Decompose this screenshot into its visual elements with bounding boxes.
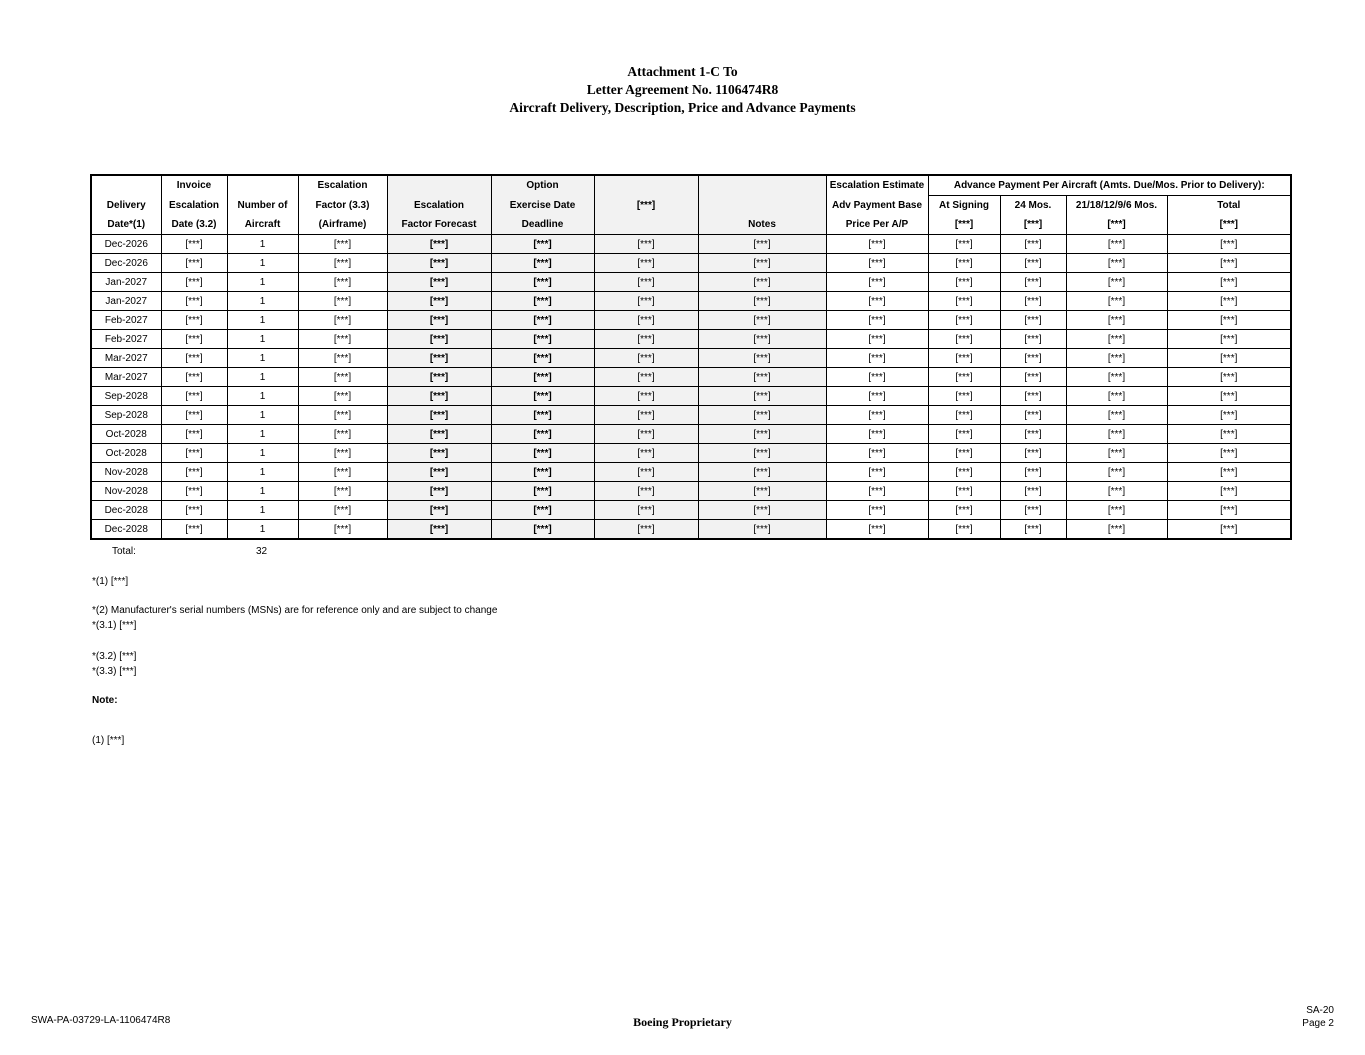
aircraft-count-cell: 1 [227,254,298,273]
table-row [91,368,1291,387]
24-mos-cell: [***] [1000,368,1066,387]
title-line-1: Attachment 1-C To [627,64,738,79]
redacted-cell: [***] [594,387,698,406]
table-row [91,292,1291,311]
estimate-cell: [***] [826,482,928,501]
footnote-3-1: *(3.1) [***] [92,620,137,631]
hdr-advance-payment-group: Advance Payment Per Aircraft (Amts. Due/Mos. Prior to Delivery): [928,175,1291,196]
footer-proprietary: Boeing Proprietary [633,1015,732,1029]
option-deadline-cell: [***] [491,368,594,387]
esc-forecast-cell: [***] [387,387,491,406]
hdr-notes-2 [698,196,826,216]
invoice-date-cell: [***] [161,368,227,387]
hdr-24-mos-1: 24 Mos. [1000,196,1066,216]
notes-cell: [***] [698,235,826,254]
24-mos-cell: [***] [1000,387,1066,406]
aircraft-count-cell: 1 [227,368,298,387]
table-row [91,463,1291,482]
aircraft-count-cell: 1 [227,463,298,482]
at-signing-cell: [***] [928,501,1000,520]
esc-forecast-cell: [***] [387,425,491,444]
esc-factor-cell: [***] [298,330,387,349]
option-deadline-cell: [***] [491,235,594,254]
hdr-delivery-3: Date*(1) [91,215,161,235]
option-deadline-cell: [***] [491,501,594,520]
delivery-date-cell: Dec-2026 [91,254,161,273]
notes-cell: [***] [698,349,826,368]
21-mos-cell: [***] [1066,235,1167,254]
esc-forecast-cell: [***] [387,292,491,311]
estimate-cell: [***] [826,406,928,425]
at-signing-cell: [***] [928,520,1000,540]
esc-forecast-cell: [***] [387,501,491,520]
24-mos-cell: [***] [1000,520,1066,540]
esc-factor-cell: [***] [298,520,387,540]
hdr-esc-forecast-3: Factor Forecast [387,215,491,235]
hdr-esc-factor-3: (Airframe) [298,215,387,235]
title-line-3: Aircraft Delivery, Description, Price and Advance Payments [509,100,856,115]
invoice-date-cell: [***] [161,482,227,501]
notes-cell: [***] [698,311,826,330]
24-mos-cell: [***] [1000,254,1066,273]
aircraft-count-cell: 1 [227,387,298,406]
table-row [91,387,1291,406]
total-cell: [***] [1167,235,1291,254]
total-cell: [***] [1167,254,1291,273]
hdr-21-mos-1: 21/18/12/9/6 Mos. [1066,196,1167,216]
table-row [91,254,1291,273]
redacted-cell: [***] [594,444,698,463]
esc-factor-cell: [***] [298,501,387,520]
estimate-cell: [***] [826,501,928,520]
at-signing-cell: [***] [928,444,1000,463]
total-cell: [***] [1167,501,1291,520]
total-cell: [***] [1167,273,1291,292]
hdr-redacted-3 [594,215,698,235]
esc-factor-cell: [***] [298,311,387,330]
esc-forecast-cell: [***] [387,235,491,254]
delivery-date-cell: Sep-2028 [91,406,161,425]
21-mos-cell: [***] [1066,311,1167,330]
21-mos-cell: [***] [1066,254,1167,273]
24-mos-cell: [***] [1000,425,1066,444]
hdr-esc-factor-2: Factor (3.3) [298,196,387,216]
hdr-option-3: Deadline [491,215,594,235]
esc-forecast-cell: [***] [387,444,491,463]
notes-cell: [***] [698,387,826,406]
delivery-table [90,174,1292,540]
at-signing-cell: [***] [928,387,1000,406]
21-mos-cell: [***] [1066,501,1167,520]
24-mos-cell: [***] [1000,406,1066,425]
at-signing-cell: [***] [928,292,1000,311]
estimate-cell: [***] [826,425,928,444]
option-deadline-cell: [***] [491,406,594,425]
footer-sa-number: SA-20 [1306,1005,1334,1016]
redacted-cell: [***] [594,501,698,520]
option-deadline-cell: [***] [491,273,594,292]
aircraft-count-cell: 1 [227,273,298,292]
redacted-cell: [***] [594,406,698,425]
delivery-date-cell: Dec-2028 [91,501,161,520]
aircraft-count-cell: 1 [227,482,298,501]
at-signing-cell: [***] [928,425,1000,444]
footnote-1: *(1) [***] [92,576,129,587]
hdr-at-signing-2: [***] [928,215,1000,235]
redacted-cell: [***] [594,273,698,292]
total-cell: [***] [1167,368,1291,387]
aircraft-count-cell: 1 [227,330,298,349]
delivery-date-cell: Sep-2028 [91,387,161,406]
aircraft-count-cell: 1 [227,311,298,330]
delivery-date-cell: Mar-2027 [91,349,161,368]
24-mos-cell: [***] [1000,330,1066,349]
note-label: Note: [92,695,118,706]
estimate-cell: [***] [826,349,928,368]
total-cell: [***] [1167,292,1291,311]
option-deadline-cell: [***] [491,482,594,501]
aircraft-count-cell: 1 [227,406,298,425]
hdr-total-1: Total [1167,196,1291,216]
aircraft-count-cell: 1 [227,425,298,444]
21-mos-cell: [***] [1066,463,1167,482]
hdr-at-signing-1: At Signing [928,196,1000,216]
total-cell: [***] [1167,482,1291,501]
invoice-date-cell: [***] [161,235,227,254]
at-signing-cell: [***] [928,368,1000,387]
delivery-date-cell: Nov-2028 [91,463,161,482]
21-mos-cell: [***] [1066,368,1167,387]
delivery-date-cell: Jan-2027 [91,273,161,292]
table-row [91,406,1291,425]
invoice-date-cell: [***] [161,406,227,425]
total-label: Total: [112,546,136,557]
table-row [91,349,1291,368]
invoice-date-cell: [***] [161,501,227,520]
at-signing-cell: [***] [928,311,1000,330]
redacted-cell: [***] [594,235,698,254]
option-deadline-cell: [***] [491,349,594,368]
invoice-date-cell: [***] [161,311,227,330]
esc-forecast-cell: [***] [387,482,491,501]
invoice-date-cell: [***] [161,349,227,368]
notes-cell: [***] [698,463,826,482]
21-mos-cell: [***] [1066,387,1167,406]
delivery-date-cell: Oct-2028 [91,425,161,444]
21-mos-cell: [***] [1066,425,1167,444]
21-mos-cell: [***] [1066,444,1167,463]
total-cell: [***] [1167,425,1291,444]
hdr-estimate-3: Price Per A/P [826,215,928,235]
hdr-notes-3: Notes [698,215,826,235]
hdr-esc-factor-1: Escalation [298,175,387,196]
invoice-date-cell: [***] [161,292,227,311]
estimate-cell: [***] [826,254,928,273]
redacted-cell: [***] [594,463,698,482]
redacted-cell: [***] [594,425,698,444]
total-cell: [***] [1167,444,1291,463]
estimate-cell: [***] [826,520,928,540]
at-signing-cell: [***] [928,463,1000,482]
hdr-estimate-2: Adv Payment Base [826,196,928,216]
delivery-date-cell: Mar-2027 [91,368,161,387]
notes-cell: [***] [698,444,826,463]
table-row [91,330,1291,349]
esc-forecast-cell: [***] [387,330,491,349]
invoice-date-cell: [***] [161,520,227,540]
hdr-number-2: Number of [227,196,298,216]
hdr-esc-forecast-1 [387,175,491,196]
aircraft-count-cell: 1 [227,292,298,311]
table-row [91,520,1291,540]
delivery-date-cell: Dec-2026 [91,235,161,254]
invoice-date-cell: [***] [161,425,227,444]
header-row-2 [91,196,1291,216]
table-body [91,235,1291,540]
hdr-esc-forecast-2: Escalation [387,196,491,216]
hdr-invoice-3: Date (3.2) [161,215,227,235]
21-mos-cell: [***] [1066,406,1167,425]
notes-cell: [***] [698,254,826,273]
notes-cell: [***] [698,520,826,540]
redacted-cell: [***] [594,292,698,311]
24-mos-cell: [***] [1000,311,1066,330]
option-deadline-cell: [***] [491,311,594,330]
estimate-cell: [***] [826,292,928,311]
at-signing-cell: [***] [928,235,1000,254]
esc-factor-cell: [***] [298,254,387,273]
invoice-date-cell: [***] [161,330,227,349]
total-cell: [***] [1167,387,1291,406]
24-mos-cell: [***] [1000,501,1066,520]
notes-cell: [***] [698,406,826,425]
at-signing-cell: [***] [928,254,1000,273]
aircraft-count-cell: 1 [227,444,298,463]
hdr-number-3: Aircraft [227,215,298,235]
esc-factor-cell: [***] [298,444,387,463]
estimate-cell: [***] [826,387,928,406]
footer-page-number: Page 2 [1302,1018,1334,1029]
hdr-redacted-2: [***] [594,196,698,216]
21-mos-cell: [***] [1066,349,1167,368]
option-deadline-cell: [***] [491,292,594,311]
21-mos-cell: [***] [1066,330,1167,349]
at-signing-cell: [***] [928,482,1000,501]
aircraft-count-cell: 1 [227,501,298,520]
delivery-date-cell: Nov-2028 [91,482,161,501]
notes-cell: [***] [698,425,826,444]
footer-document-id: SWA-PA-03729-LA-1106474R8 [31,1015,171,1026]
table-row [91,311,1291,330]
total-cell: [***] [1167,406,1291,425]
24-mos-cell: [***] [1000,292,1066,311]
note-1: (1) [***] [92,735,125,746]
esc-factor-cell: [***] [298,463,387,482]
esc-factor-cell: [***] [298,349,387,368]
total-cell: [***] [1167,349,1291,368]
estimate-cell: [***] [826,368,928,387]
redacted-cell: [***] [594,368,698,387]
24-mos-cell: [***] [1000,463,1066,482]
estimate-cell: [***] [826,311,928,330]
option-deadline-cell: [***] [491,330,594,349]
hdr-estimate-1: Escalation Estimate [826,175,928,196]
at-signing-cell: [***] [928,273,1000,292]
at-signing-cell: [***] [928,406,1000,425]
esc-forecast-cell: [***] [387,311,491,330]
invoice-date-cell: [***] [161,463,227,482]
document-title [0,63,1365,117]
total-cell: [***] [1167,520,1291,540]
option-deadline-cell: [***] [491,520,594,540]
at-signing-cell: [***] [928,349,1000,368]
hdr-21-mos-2: [***] [1066,215,1167,235]
redacted-cell: [***] [594,349,698,368]
esc-factor-cell: [***] [298,273,387,292]
notes-cell: [***] [698,292,826,311]
delivery-date-cell: Oct-2028 [91,444,161,463]
footnote-2: *(2) Manufacturer's serial numbers (MSNs) are for reference only and are subject to change [92,605,498,616]
delivery-date-cell: Jan-2027 [91,292,161,311]
esc-forecast-cell: [***] [387,254,491,273]
table-row [91,273,1291,292]
esc-factor-cell: [***] [298,292,387,311]
esc-factor-cell: [***] [298,368,387,387]
hdr-redacted-1 [594,175,698,196]
24-mos-cell: [***] [1000,273,1066,292]
esc-forecast-cell: [***] [387,273,491,292]
delivery-date-cell: Dec-2028 [91,520,161,540]
total-cell: [***] [1167,463,1291,482]
title-line-2: Letter Agreement No. 1106474R8 [586,82,779,97]
esc-factor-cell: [***] [298,387,387,406]
24-mos-cell: [***] [1000,444,1066,463]
redacted-cell: [***] [594,520,698,540]
option-deadline-cell: [***] [491,254,594,273]
21-mos-cell: [***] [1066,482,1167,501]
option-deadline-cell: [***] [491,463,594,482]
invoice-date-cell: [***] [161,273,227,292]
invoice-date-cell: [***] [161,254,227,273]
redacted-cell: [***] [594,311,698,330]
at-signing-cell: [***] [928,330,1000,349]
invoice-date-cell: [***] [161,387,227,406]
table-row [91,501,1291,520]
footnote-3-2: *(3.2) [***] [92,651,137,662]
estimate-cell: [***] [826,273,928,292]
aircraft-count-cell: 1 [227,235,298,254]
table-row [91,425,1291,444]
table-row [91,482,1291,501]
delivery-date-cell: Feb-2027 [91,330,161,349]
option-deadline-cell: [***] [491,425,594,444]
hdr-notes-1 [698,175,826,196]
hdr-option-1: Option [491,175,594,196]
table-row [91,444,1291,463]
total-cell: [***] [1167,311,1291,330]
24-mos-cell: [***] [1000,349,1066,368]
24-mos-cell: [***] [1000,482,1066,501]
esc-factor-cell: [***] [298,482,387,501]
estimate-cell: [***] [826,330,928,349]
esc-forecast-cell: [***] [387,520,491,540]
redacted-cell: [***] [594,330,698,349]
header-row-3 [91,215,1291,235]
21-mos-cell: [***] [1066,292,1167,311]
hdr-24-mos-2: [***] [1000,215,1066,235]
estimate-cell: [***] [826,235,928,254]
hdr-delivery-1 [91,175,161,196]
esc-forecast-cell: [***] [387,349,491,368]
hdr-delivery-2: Delivery [91,196,161,216]
delivery-date-cell: Feb-2027 [91,311,161,330]
notes-cell: [***] [698,330,826,349]
aircraft-count-cell: 1 [227,520,298,540]
footnote-3-3: *(3.3) [***] [92,666,137,677]
esc-forecast-cell: [***] [387,406,491,425]
notes-cell: [***] [698,482,826,501]
table-row [91,235,1291,254]
hdr-invoice-1: Invoice [161,175,227,196]
hdr-invoice-2: Escalation [161,196,227,216]
footer-page-info [1302,1004,1334,1030]
esc-factor-cell: [***] [298,235,387,254]
esc-factor-cell: [***] [298,425,387,444]
esc-forecast-cell: [***] [387,463,491,482]
option-deadline-cell: [***] [491,444,594,463]
21-mos-cell: [***] [1066,273,1167,292]
esc-forecast-cell: [***] [387,368,491,387]
hdr-total-2: [***] [1167,215,1291,235]
aircraft-count-cell: 1 [227,349,298,368]
redacted-cell: [***] [594,482,698,501]
esc-factor-cell: [***] [298,406,387,425]
notes-cell: [***] [698,501,826,520]
hdr-option-2: Exercise Date [491,196,594,216]
24-mos-cell: [***] [1000,235,1066,254]
total-cell: [***] [1167,330,1291,349]
option-deadline-cell: [***] [491,387,594,406]
total-aircraft-value: 32 [256,546,268,557]
estimate-cell: [***] [826,444,928,463]
hdr-number-1 [227,175,298,196]
estimate-cell: [***] [826,463,928,482]
notes-cell: [***] [698,368,826,387]
notes-cell: [***] [698,273,826,292]
redacted-cell: [***] [594,254,698,273]
header-row-1 [91,175,1291,196]
21-mos-cell: [***] [1066,520,1167,540]
invoice-date-cell: [***] [161,444,227,463]
